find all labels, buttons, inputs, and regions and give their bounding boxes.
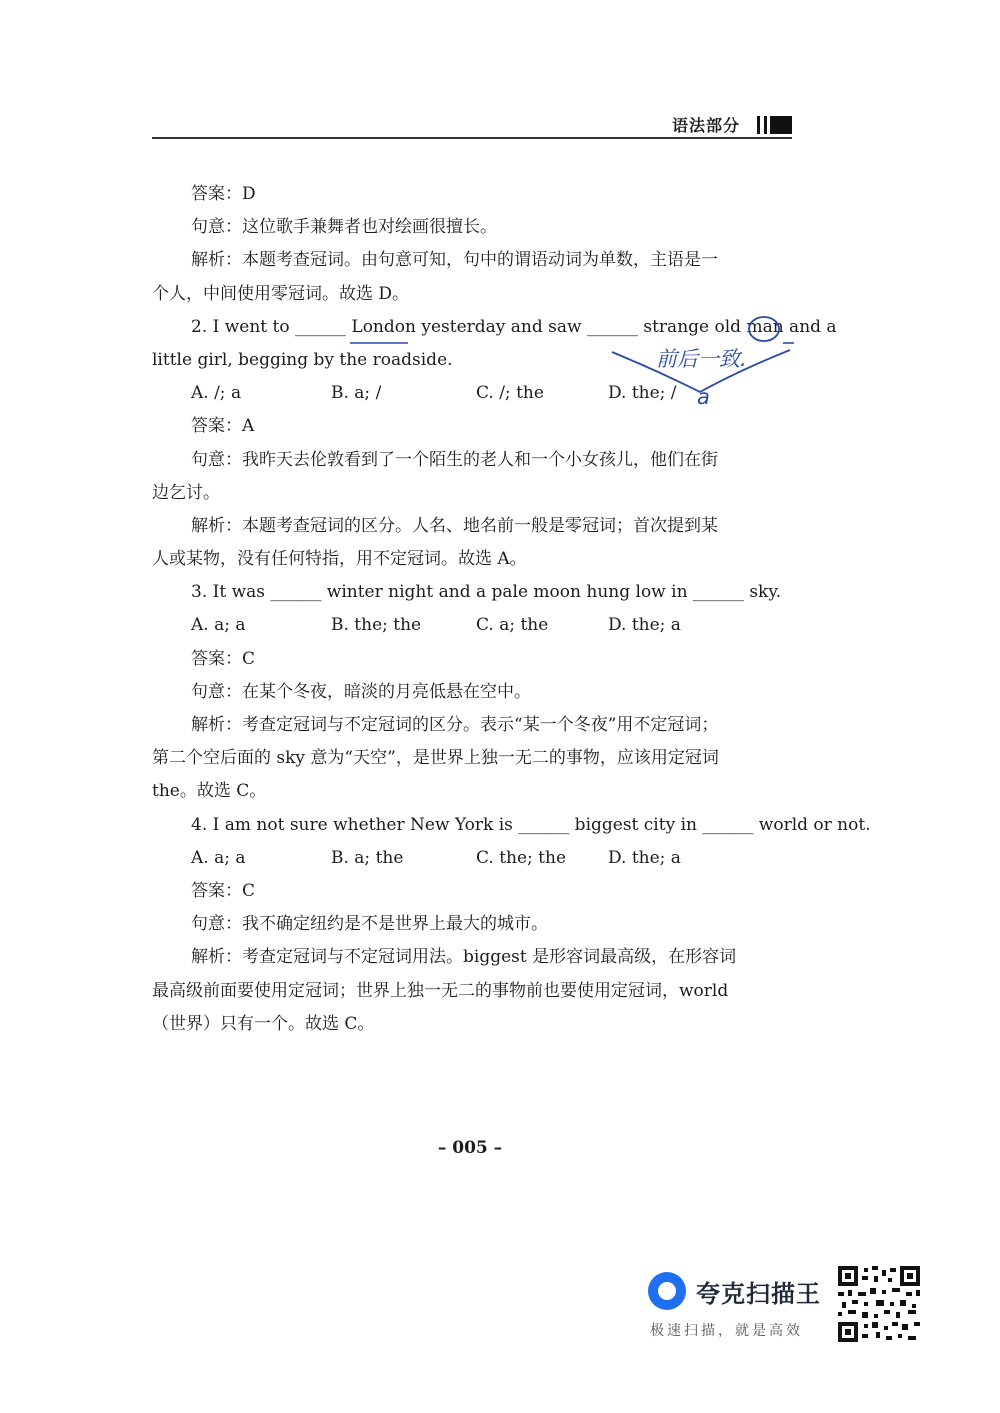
option: A. /; a <box>191 383 242 404</box>
text-line: 解析：本题考查冠词。由句意可知，句中的谓语动词为单数，主语是一 <box>191 250 718 271</box>
text-line: 人或某物，没有任何特指，用不定冠词。故选 A。 <box>152 549 527 570</box>
text-line: 句意：在某个冬夜，暗淡的月亮低悬在空中。 <box>191 681 531 702</box>
option: B. the; the <box>331 615 422 636</box>
text-line: 句意：我不确定纽约是不是世界上最大的城市。 <box>191 914 548 935</box>
text-line: 答案：A <box>191 416 255 437</box>
option: D. the; a <box>608 847 681 868</box>
text-line: 4. I am not sure whether New York is ______ biggest city in ______ world or not. <box>191 814 871 835</box>
text-line: 第二个空后面的 sky 意为“天空”，是世界上独一无二的事物，应该用定冠词 <box>152 748 719 769</box>
options-row <box>152 842 792 875</box>
text-line: 最高级前面要使用定冠词；世界上独一无二的事物前也要使用定冠词，world <box>152 980 729 1001</box>
header-section-title: 语法部分 <box>672 116 741 135</box>
text-line: 解析：考查定冠词与不定冠词用法。biggest 是形容词最高级，在形容词 <box>191 947 737 968</box>
header-bar <box>757 116 760 134</box>
text-line: 3. It was ______ winter night and a pale moon hung low in ______ sky. <box>191 582 782 603</box>
text-line: 解析：本题考查冠词的区分。人名、地名前一般是零冠词；首次提到某 <box>191 515 718 536</box>
qr-code-icon <box>838 1266 920 1342</box>
option: C. /; the <box>476 383 544 404</box>
handwritten-letter: a <box>697 385 710 409</box>
text-line: 2. I went to ______ London yesterday and saw ______ strange old man and a <box>191 316 837 337</box>
watermark-brand: 夸克扫描王 <box>696 1280 821 1308</box>
watermark-slogan: 极速扫描，就是高效 <box>650 1323 803 1339</box>
page-content <box>152 178 871 1041</box>
options-row <box>152 609 792 642</box>
text-line: （世界）只有一个。故选 C。 <box>152 1013 375 1034</box>
header-rule <box>152 137 792 139</box>
text-line: 答案：D <box>191 184 256 204</box>
text-line: 边乞讨。 <box>152 482 220 503</box>
text-line: 答案：C <box>191 648 256 669</box>
option: B. a; / <box>331 383 382 404</box>
handwritten-note: 前后一致. <box>656 347 747 371</box>
option: B. a; the <box>331 847 404 868</box>
options-row <box>152 377 792 410</box>
text-line: 个人，中间使用零冠词。故选 D。 <box>152 283 410 304</box>
text-line: the。故选 C。 <box>152 781 267 802</box>
option: D. the; / <box>608 383 677 404</box>
header-bar <box>764 116 767 134</box>
text-line: 句意：这位歌手兼舞者也对绘画很擅长。 <box>191 217 497 238</box>
text-line: 句意：我昨天去伦敦看到了一个陌生的老人和一个小女孩儿，他们在街 <box>191 449 718 470</box>
option: C. the; the <box>476 847 567 868</box>
option: A. a; a <box>191 847 246 868</box>
option: D. the; a <box>608 615 681 636</box>
page-number: – 005 – <box>437 1138 503 1158</box>
option: C. a; the <box>476 615 549 636</box>
text-line: 解析：考查定冠词与不定冠词的区分。表示“某一个冬夜”用不定冠词； <box>191 715 719 735</box>
text-line: little girl, begging by the roadside. <box>152 349 453 370</box>
option: A. a; a <box>191 615 246 636</box>
scanner-logo-icon <box>648 1272 686 1310</box>
text-line: 答案：C <box>191 880 256 901</box>
header-block <box>770 116 792 134</box>
